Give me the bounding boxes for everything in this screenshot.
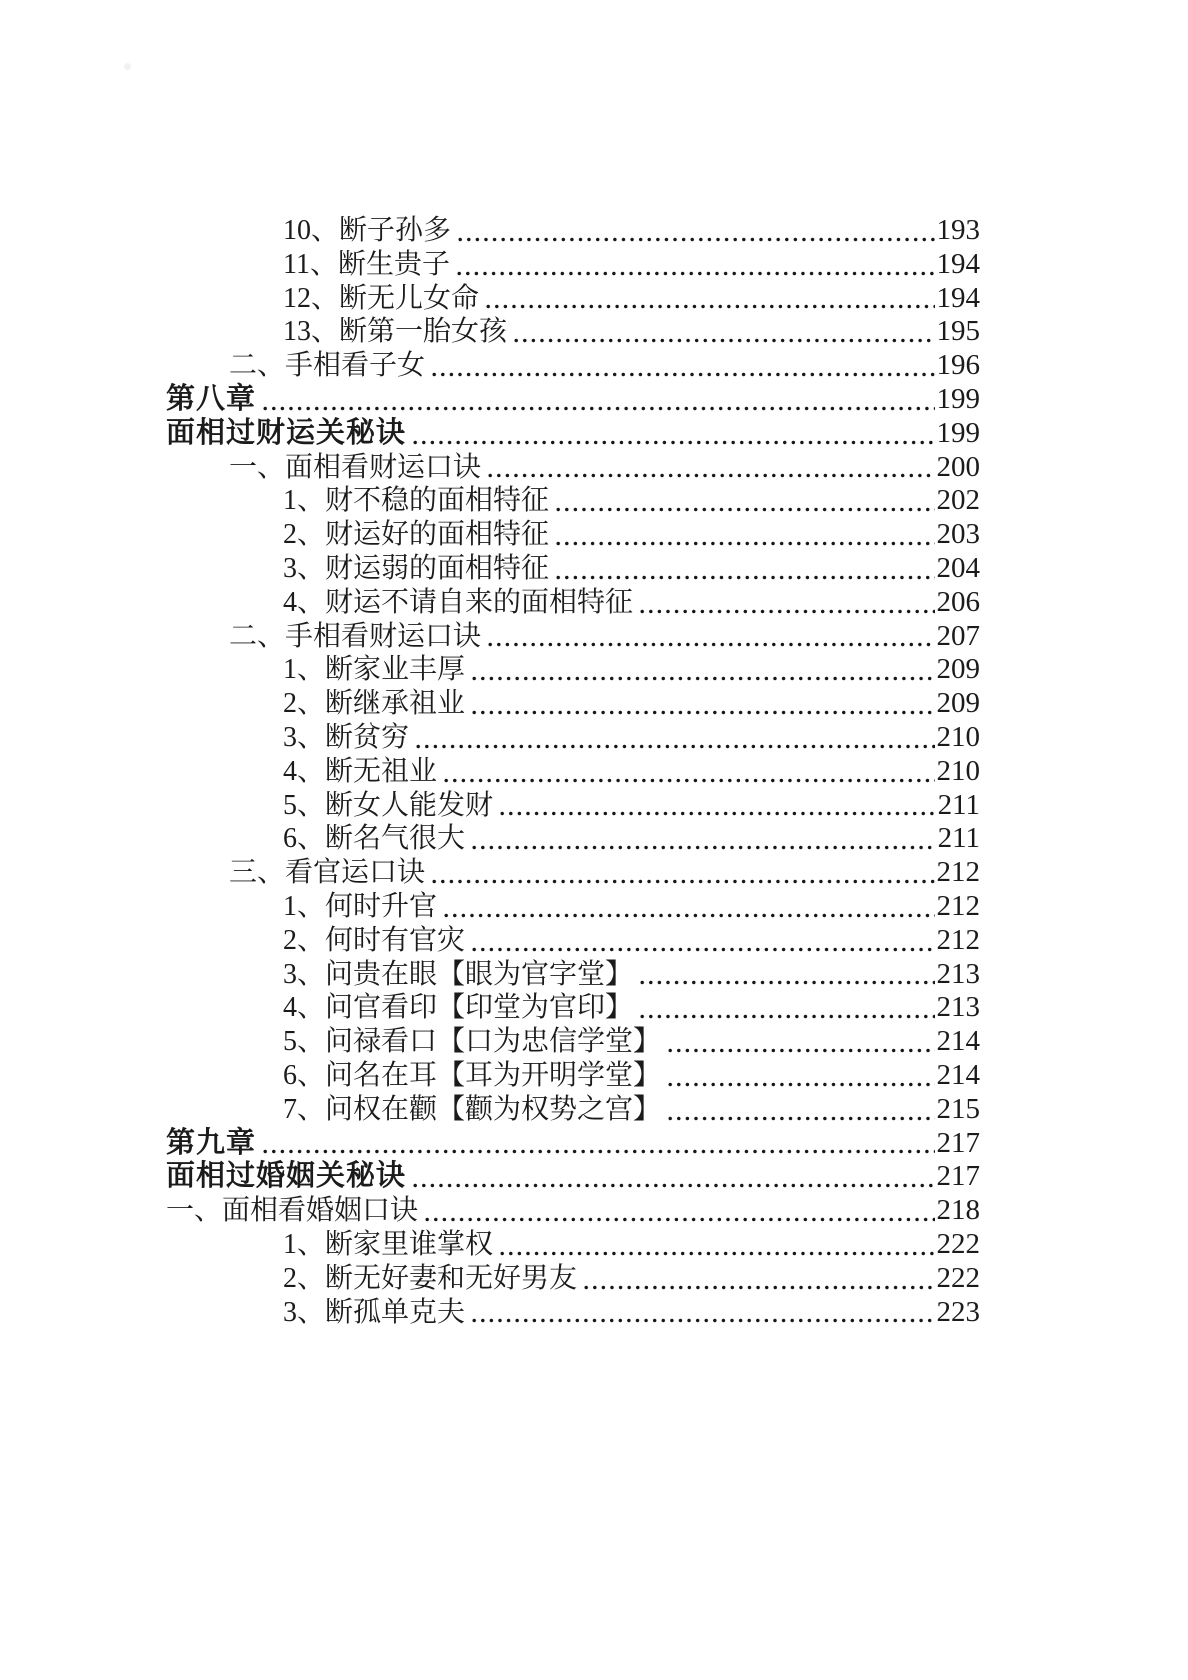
toc-entry-label: 1、断家业丰厚 xyxy=(283,654,466,686)
toc-entry-label: 1、断家里谁掌权 xyxy=(283,1228,494,1260)
toc-entry xyxy=(166,856,980,890)
toc-page-number: 210 xyxy=(936,720,980,753)
dotted-leader xyxy=(472,1318,934,1323)
toc-page-number: 199 xyxy=(936,382,980,415)
toc-entry-label: 2、断无好妻和无好男友 xyxy=(283,1262,578,1294)
toc-entry xyxy=(166,789,980,823)
toc-page-number: 214 xyxy=(936,1058,980,1091)
toc-page-number: 206 xyxy=(936,585,980,618)
toc-entry-label: 13、断第一胎女孩 xyxy=(283,316,508,348)
toc-entry xyxy=(166,282,980,316)
toc-entry-label: 10、断子孙多 xyxy=(283,215,452,246)
dotted-leader xyxy=(413,1183,934,1188)
toc-page-number: 215 xyxy=(936,1092,980,1125)
toc-entry xyxy=(166,451,980,485)
toc-page-number: 212 xyxy=(936,889,980,922)
toc-entry xyxy=(166,1160,980,1194)
dotted-leader xyxy=(472,710,934,715)
toc-entry xyxy=(166,383,980,417)
toc-entry xyxy=(166,417,980,451)
toc-page-number: 195 xyxy=(936,315,980,348)
toc-entry xyxy=(166,349,980,383)
dotted-leader xyxy=(458,237,934,242)
dotted-leader xyxy=(486,304,934,309)
toc-entry-label: 二、手相看子女 xyxy=(229,350,426,382)
toc-entry-label: 二、手相看财运口诀 xyxy=(229,620,482,652)
toc-entry xyxy=(166,653,980,687)
toc-page-number: 218 xyxy=(936,1194,980,1227)
toc-entry-label: 2、财运好的面相特征 xyxy=(283,519,550,551)
dotted-leader xyxy=(556,507,934,512)
dotted-leader xyxy=(472,947,934,952)
toc-entry-label: 3、问贵在眼【眼为官字堂】 xyxy=(283,958,634,990)
toc-page-number: 213 xyxy=(936,957,980,990)
dotted-leader xyxy=(584,1285,934,1290)
toc-entry-label: 5、断女人能发财 xyxy=(283,789,494,821)
toc-page-number: 212 xyxy=(936,856,980,889)
toc-entry-label: 面相过财运关秘诀 xyxy=(166,416,407,449)
toc-page-number: 212 xyxy=(936,923,980,956)
dotted-leader xyxy=(668,1116,934,1121)
toc-page-number: 210 xyxy=(936,754,980,787)
toc-entry xyxy=(166,586,980,620)
dotted-leader xyxy=(668,1048,934,1053)
toc-page-number: 196 xyxy=(936,349,980,382)
dotted-leader xyxy=(444,913,934,918)
toc-page-number: 199 xyxy=(936,416,980,449)
toc-entry xyxy=(166,1025,980,1059)
dotted-leader xyxy=(444,778,934,783)
dotted-leader xyxy=(263,1149,934,1154)
toc-entry-label: 12、断无儿女命 xyxy=(283,282,480,314)
dotted-leader xyxy=(640,980,934,985)
toc-entry xyxy=(166,552,980,586)
toc-entry-label: 1、何时升官 xyxy=(283,890,438,922)
toc-entry xyxy=(166,1228,980,1262)
dotted-leader xyxy=(556,541,934,546)
toc-page-number: 209 xyxy=(936,653,980,686)
dotted-leader xyxy=(488,642,934,647)
toc-page-number: 211 xyxy=(937,822,980,855)
toc-entry-label: 7、问权在颧【颧为权势之宫】 xyxy=(283,1093,662,1125)
toc-entry-label: 11、断生贵子 xyxy=(283,248,450,280)
toc-entry-label: 2、何时有官灾 xyxy=(283,924,466,956)
toc-entry xyxy=(166,518,980,552)
dotted-leader xyxy=(514,338,934,343)
toc-entry xyxy=(166,214,980,248)
dotted-leader xyxy=(472,676,934,681)
toc-entry-label: 第八章 xyxy=(166,382,257,415)
dotted-leader xyxy=(416,744,934,749)
toc-entry xyxy=(166,620,980,654)
dotted-leader xyxy=(640,609,934,614)
toc-entry-label: 一、面相看婚姻口诀 xyxy=(166,1195,419,1227)
toc-entry xyxy=(166,991,980,1025)
toc-entry-label: 6、问名在耳【耳为开明学堂】 xyxy=(283,1059,662,1091)
toc-entry-label: 5、问禄看口【口为忠信学堂】 xyxy=(283,1026,662,1058)
dotted-leader xyxy=(472,845,936,850)
toc-entry-label: 2、断继承祖业 xyxy=(283,688,466,720)
toc-entry-label: 4、断无祖业 xyxy=(283,755,438,787)
toc-page-number: 193 xyxy=(936,214,980,246)
toc-entry xyxy=(166,687,980,721)
table-of-contents xyxy=(166,214,980,1329)
dotted-leader xyxy=(668,1082,934,1087)
toc-entry xyxy=(166,1093,980,1127)
toc-page-number: 222 xyxy=(936,1261,980,1294)
toc-page-number: 211 xyxy=(937,788,980,821)
toc-entry-label: 一、面相看财运口诀 xyxy=(229,451,482,483)
toc-entry-label: 3、断贫穷 xyxy=(283,721,410,753)
toc-entry-label: 3、财运弱的面相特征 xyxy=(283,552,550,584)
toc-page-number: 204 xyxy=(936,551,980,584)
toc-entry xyxy=(166,755,980,789)
dotted-leader xyxy=(263,406,934,411)
toc-entry xyxy=(166,1262,980,1296)
toc-page-number: 202 xyxy=(936,484,980,517)
toc-page-number: 209 xyxy=(936,687,980,720)
toc-page-number: 194 xyxy=(936,281,980,314)
toc-entry-label: 4、问官看印【印堂为官印】 xyxy=(283,992,634,1024)
toc-page-number: 223 xyxy=(936,1295,980,1328)
toc-entry xyxy=(166,822,980,856)
scan-artifact xyxy=(124,63,131,70)
dotted-leader xyxy=(425,1217,934,1222)
toc-page-number: 194 xyxy=(936,247,980,280)
toc-entry xyxy=(166,721,980,755)
toc-entry-label: 3、断孤单克夫 xyxy=(283,1296,466,1328)
toc-entry-label: 4、财运不请自来的面相特征 xyxy=(283,586,634,618)
toc-entry xyxy=(166,484,980,518)
toc-entry-label: 三、看官运口诀 xyxy=(229,857,426,889)
toc-entry xyxy=(166,890,980,924)
dotted-leader xyxy=(488,473,934,478)
dotted-leader xyxy=(500,1251,934,1256)
toc-page-number: 203 xyxy=(936,518,980,551)
toc-page-number: 200 xyxy=(936,450,980,483)
toc-entry xyxy=(166,1059,980,1093)
toc-page-number: 213 xyxy=(936,991,980,1024)
toc-page-number: 222 xyxy=(936,1227,980,1260)
toc-entry xyxy=(166,958,980,992)
toc-entry xyxy=(166,1127,980,1161)
dotted-leader xyxy=(457,271,935,276)
dotted-leader xyxy=(640,1014,934,1019)
toc-entry xyxy=(166,1194,980,1228)
dotted-leader xyxy=(500,811,936,816)
toc-entry xyxy=(166,1296,980,1330)
toc-page-number: 217 xyxy=(936,1126,980,1159)
toc-page-number: 217 xyxy=(936,1160,980,1193)
dotted-leader xyxy=(432,879,934,884)
toc-entry-label: 6、断名气很大 xyxy=(283,823,466,855)
toc-entry-label: 面相过婚姻关秘诀 xyxy=(166,1160,407,1193)
toc-entry-label: 1、财不稳的面相特征 xyxy=(283,485,550,517)
toc-entry xyxy=(166,248,980,282)
toc-entry-label: 第九章 xyxy=(166,1126,257,1159)
toc-page-number: 207 xyxy=(936,619,980,652)
toc-page-number: 214 xyxy=(936,1025,980,1058)
dotted-leader xyxy=(413,440,934,445)
dotted-leader xyxy=(432,372,934,377)
toc-entry xyxy=(166,924,980,958)
dotted-leader xyxy=(556,575,934,580)
toc-entry xyxy=(166,315,980,349)
